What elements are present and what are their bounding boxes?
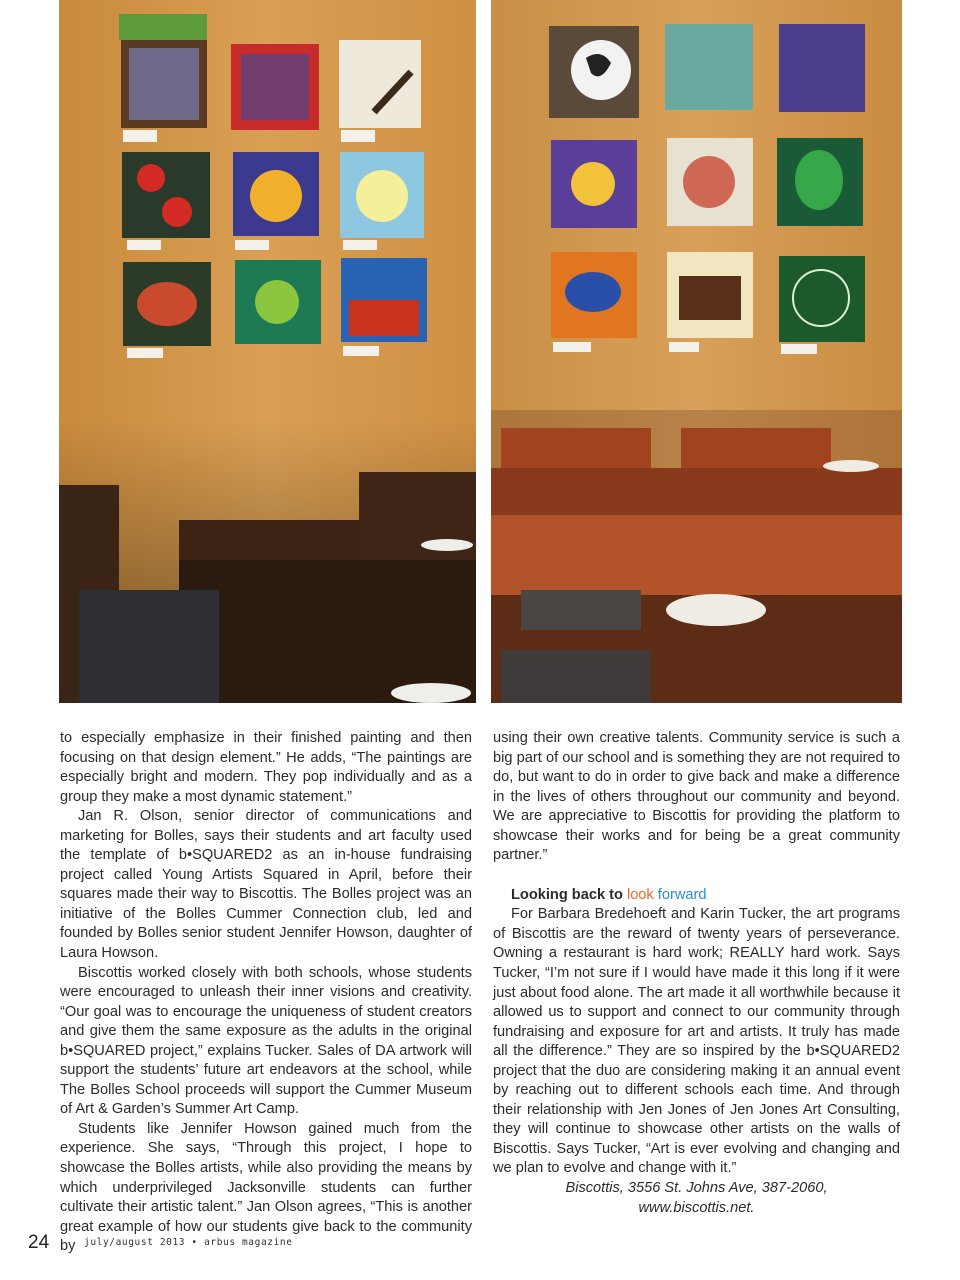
restaurant-wall-art-right [491,0,902,703]
article-column-right [493,729,900,1218]
paragraph: Biscottis worked closely with both schools, whose students were encouraged to unleash their inner visions and creativity. “Our goal was to encourage the uniqueness of student creators and give them the same exposure as the adults in the original b•SQUARED project,” explains Tucker. Sales of DA artwork will support the students’ future art endeavors at the school, while The Bolles School proceeds will support the Cummer Museum of Art & Garden’s Summer Art Camp. [60,964,472,1118]
article-column-left [60,729,472,1257]
signoff-address: Biscottis, 3556 St. Johns Ave, 387-2060, [565,1180,828,1197]
signoff-website: www.biscottis.net. [638,1199,755,1216]
running-footer: july/august 2013 • arbus magazine [84,1237,293,1248]
paragraph: Students like Jennifer Howson gained much from the experience. She says, “Through this project, I hope to showcase the Bolles artists, while also providing the means by which underprivileged Jacksonville students can further cultivate their artistic talent.” Jan Olson agrees, “This is another great example of how our students give back to the community by [60,1120,472,1255]
gallery-photo-right [491,0,902,703]
page-number: 24 [28,1232,50,1253]
paragraph: For Barbara Bredehoeft and Karin Tucker, the art programs of Biscottis are the reward of twenty years of perseverance. Owning a restaurant is hard work; REALLY hard work. Says Tucker, “I’m not sure if I would have made it this long if it were just about food alone. The art made it all worthwhile because it allowed us to support and connect to our community through fundraising and exposure for art and artists. It truly has made all the difference.” They are so inspired by the b•SQUARED2 project that the duo are considering making it an annual event by reaching out to different schools each time. And through their relationship with Jen Jones of Jen Jones Art Consulting, they will continue to showcase other artists on the walls of Biscottis. Says Tucker, “Art is ever evolving and changing and we plan to evolve and change with it.” [493,906,900,1177]
section-heading [493,886,900,906]
paragraph: to especially emphasize in their finished painting and then focusing on that design element.” He adds, “The paintings are especially bright and modern. They pop individually and as a group they make a most dynamic statement.” [60,730,472,805]
gallery-photo-left [59,0,476,703]
paragraph: Jan R. Olson, senior director of communications and marketing for Bolles, says their students and art faculty used the template of b•SQUARED2 as an in-house fundraising project called Young Artists Squared in April, before their squares made their way to Biscottis. The Bolles project was an initiative of the Bolles Cummer Connection club, led and founded by Bolles senior student Jennifer Howson, daughter of Laura Howson. [60,808,472,962]
heading-accent-blue: forward [653,886,707,903]
heading-accent-orange: look [626,886,654,903]
restaurant-wall-art-left [59,0,476,703]
paragraph: using their own creative talents. Community service is such a big part of our school and is something they are not required to do, but want to do in order to give back and make a difference in the lives of others throughout our community and beyond. We are appreciative to Biscottis for providing the platform to showcase their works and for being be a great community partner.” [493,730,900,864]
heading-text: Looking back to [511,886,627,903]
